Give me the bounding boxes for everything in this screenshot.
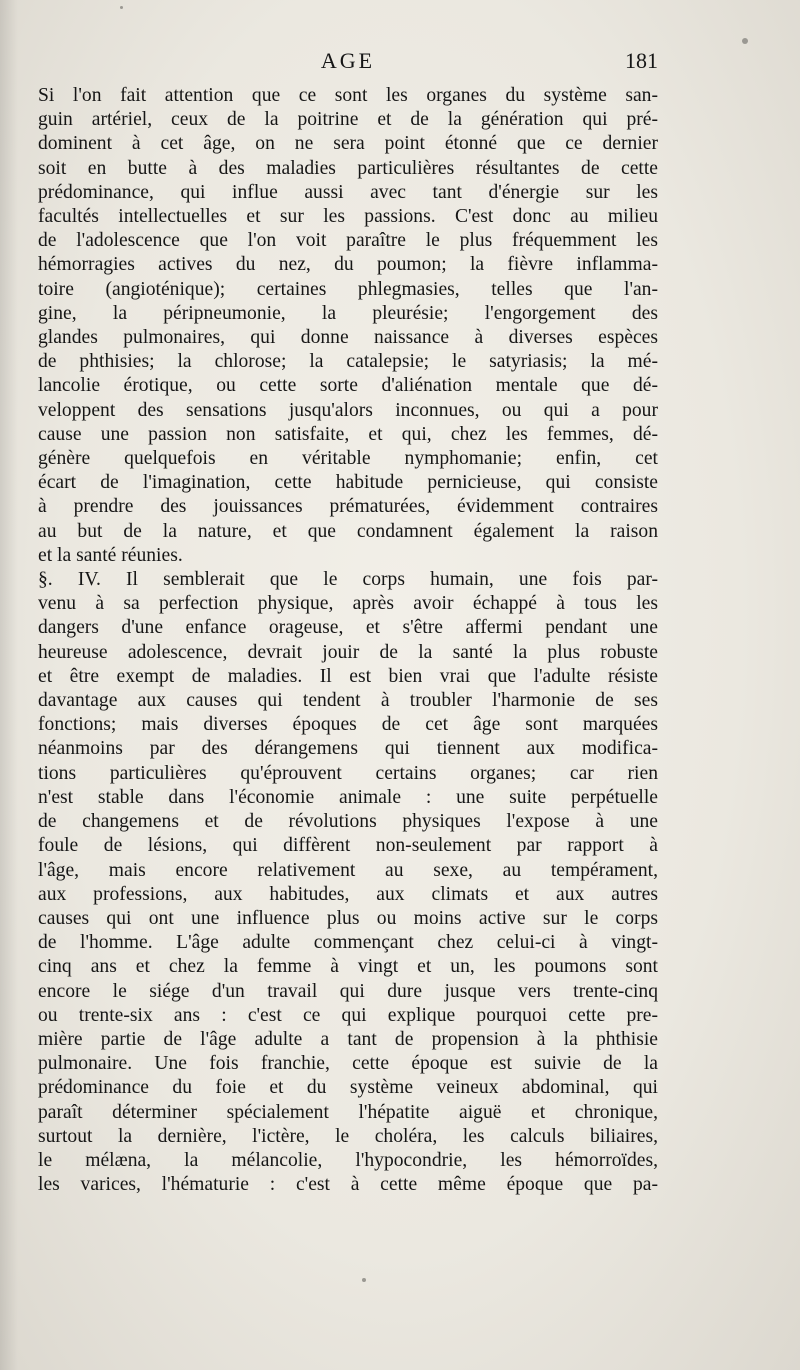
text-line: fonctions; mais diverses époques de cet âge sont marquées	[38, 714, 658, 736]
text-line: encore le siége d'un travail qui dure jusque vers trente-cinq	[38, 980, 658, 1002]
text-line: de phthisies; la chlorose; la catalepsie; le satyriasis; la mé-	[38, 351, 658, 373]
text-line: génère quelquefois en véritable nymphomanie; enfin, cet	[38, 448, 658, 470]
gutter-shadow	[0, 0, 18, 1370]
text-line: heureuse adolescence, devrait jouir de la santé la plus robuste	[38, 641, 658, 663]
paper-speck	[362, 1278, 366, 1282]
text-line: au but de la nature, et que condamnent également la raison	[38, 520, 658, 542]
text-line: de l'homme. L'âge adulte commençant chez celui-ci à vingt-	[38, 932, 658, 954]
text-line: paraît déterminer spécialement l'hépatite aiguë et chronique,	[38, 1101, 658, 1123]
text-line: le mélæna, la mélancolie, l'hypocondrie, les hémorroïdes,	[38, 1149, 658, 1171]
text-line: veloppent des sensations jusqu'alors inconnues, ou qui a pour	[38, 399, 658, 421]
text-line: dangers d'une enfance orageuse, et s'être affermi pendant une	[38, 617, 658, 639]
text-line: néanmoins par des dérangemens qui tiennent aux modifica-	[38, 738, 658, 760]
text-line: à prendre des jouissances prématurées, évidemment contraires	[38, 496, 658, 518]
text-line: les varices, l'hématurie : c'est à cette même époque que pa-	[38, 1174, 658, 1196]
text-line: prédominance, qui influe aussi avec tant d'énergie sur les	[38, 181, 658, 203]
text-line: foule de lésions, qui diffèrent non-seulement par rapport à	[38, 835, 658, 857]
text-line: pulmonaire. Une fois franchie, cette époque est suivie de la	[38, 1053, 658, 1075]
text-line: hémorragies actives du nez, du poumon; la fièvre inflamma-	[38, 254, 658, 276]
text-line: causes qui ont une influence plus ou moins active sur le corps	[38, 907, 658, 929]
paragraph	[38, 84, 658, 568]
text-line: guin artériel, ceux de la poitrine et de la génération qui pré-	[38, 109, 658, 131]
paper-speck	[120, 6, 123, 9]
text-line: aux professions, aux habitudes, aux climats et aux autres	[38, 883, 658, 905]
text-line: tions particulières qu'éprouvent certains organes; car rien	[38, 762, 658, 784]
text-line: cause une passion non satisfaite, et qui, chez les femmes, dé-	[38, 423, 658, 445]
text-line: glandes pulmonaires, qui donne naissance à diverses espèces	[38, 327, 658, 349]
text-line: lancolie érotique, ou cette sorte d'aliénation mentale que dé-	[38, 375, 658, 397]
page-header	[38, 48, 658, 78]
text-line: ou trente-six ans : c'est ce qui explique pourquoi cette pre-	[38, 1004, 658, 1026]
paragraph	[38, 568, 658, 1197]
text-line: écart de l'imagination, cette habitude pernicieuse, qui consiste	[38, 472, 658, 494]
text-line: dominent à cet âge, on ne sera point étonné que ce dernier	[38, 133, 658, 155]
text-line: davantage aux causes qui tendent à troubler l'harmonie de ses	[38, 690, 658, 712]
text-line: gine, la péripneumonie, la pleurésie; l'engorgement des	[38, 302, 658, 324]
text-line: toire (angioténique); certaines phlegmasies, telles que l'an-	[38, 278, 658, 300]
text-line: §. IV. Il semblerait que le corps humain, une fois par-	[38, 569, 658, 591]
text-line: l'âge, mais encore relativement au sexe, au tempérament,	[38, 859, 658, 881]
body-text	[38, 84, 658, 1197]
text-line: mière partie de l'âge adulte a tant de propension à la phthisie	[38, 1028, 658, 1050]
text-line: n'est stable dans l'économie animale : une suite perpétuelle	[38, 786, 658, 808]
text-line: cinq ans et chez la femme à vingt et un, les poumons sont	[38, 956, 658, 978]
text-line: et être exempt de maladies. Il est bien vrai que l'adulte résiste	[38, 665, 658, 687]
paper-speck	[742, 38, 748, 44]
text-line: surtout la dernière, l'ictère, le choléra, les calculs biliaires,	[38, 1125, 658, 1147]
running-title: AGE	[320, 48, 376, 73]
text-line: de l'adolescence que l'on voit paraître le plus fréquemment les	[38, 230, 658, 252]
text-line: soit en butte à des maladies particulières résultantes de cette	[38, 157, 658, 179]
text-line: venu à sa perfection physique, après avoir échappé à tous les	[38, 593, 658, 615]
text-line: prédominance du foie et du système veineux abdominal, qui	[38, 1077, 658, 1099]
page-number: 181	[625, 48, 658, 73]
text-line: et la santé réunies.	[38, 544, 183, 566]
text-line: de changemens et de révolutions physiques l'expose à une	[38, 811, 658, 833]
text-line: Si l'on fait attention que ce sont les organes du système san-	[38, 85, 658, 106]
text-line: facultés intellectuelles et sur les passions. C'est donc au milieu	[38, 206, 658, 228]
